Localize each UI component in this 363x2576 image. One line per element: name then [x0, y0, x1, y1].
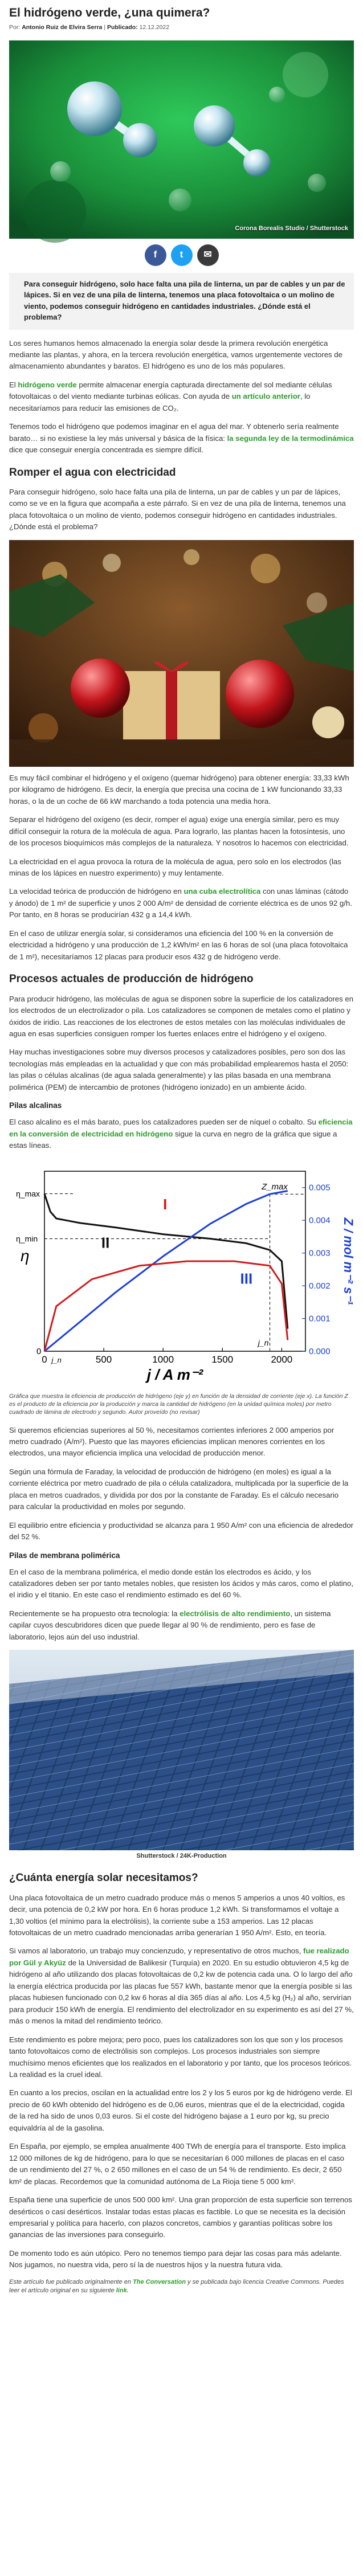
y-axis-label-right: Z / mol m⁻² s⁻¹	[341, 1217, 356, 1305]
right-tick-label: 0.002	[309, 1281, 331, 1291]
section-heading-romper-agua: Romper el agua con electricidad	[9, 466, 176, 479]
article-title: El hidrógeno verde, ¿una quimera?	[9, 6, 210, 19]
section2-paragraph-5: Según una fórmula de Faraday, la velocidad de producción de hidrógeno (en moles) es igual a la corriente eléctrica por metro cuadrado de pila o célula catalizadora, multiplicada por la superficie de la placa en metros cuadrados, y dividida por dos por la constante de Faraday. Es el cálculo necesario para calcular la productividad en moles por segundo.	[9, 1467, 349, 1511]
intro-paragraph-2: El hidrógeno verde permite almacenar energía capturada directamente del sol mediante células fotovoltaicas o del viento mediante turbinas eólicas. Con ayuda de un artículo anterior, lo necesitaríamos para reducir las emisiones de CO₂.	[9, 380, 332, 412]
section-heading-procesos: Procesos actuales de producción de hidrógeno	[9, 973, 254, 986]
link-segunda-ley[interactable]: la segunda ley de la termodinámica	[227, 434, 354, 443]
right-tick-label: 0.005	[309, 1183, 331, 1193]
solar-image-credit: Shutterstock / 24K-Production	[9, 1850, 354, 1862]
region-label-II: II	[101, 1233, 110, 1251]
section1-paragraph-3: Separar el hidrógeno del oxígeno (es decir, romper el agua) exige una energía similar, pero es muy difícil conseguir la rotura de la molécula de agua. Para lograrlo, las plantas hacen la fotosíntesis, uno de los procesos bioquímicos más complejos de la naturaleza. Y nosotros lo hacemos con electricidad.	[9, 815, 349, 848]
section2-paragraph-4: Si queremos eficiencias superiores al 50 %, necesitamos corrientes inferiores 2 000 amperios por metro cuadrado (A/m²). Puesto que las mayores eficiencias implican menores corrientes en los electrodos, una mayor eficiencia implica una velocidad de producción menor.	[9, 1425, 335, 1458]
link-cuba-electrolitica[interactable]: una cuba electrolítica	[183, 887, 261, 896]
published-date: 12.12.2022	[139, 24, 170, 31]
section2-paragraph-7: En el caso de la membrana polimérica, el medio donde están los electrodos es ácido, y los catalizadores deben ser por tanto metales nobles, que resisten los ácidos y más caros, como el platino, el iridio y el titanio. En este caso el rendimiento estimado es del 60 %.	[9, 1567, 354, 1600]
christmas-ornaments-photo	[9, 540, 354, 767]
efficiency-chart	[9, 1159, 354, 1390]
section1-paragraph-4: La electricidad en el agua provoca la rotura de la molécula de agua, pero solo en los electrodos (las minas de los lápices en nuestro experimento) y muy lentamente.	[9, 857, 341, 878]
x-tick-label: 0	[42, 1354, 47, 1365]
subheading-membrana: Pilas de membrana polimérica	[9, 1551, 120, 1560]
ornaments-image	[9, 540, 354, 767]
hero-molecule-illustration	[9, 40, 354, 239]
x-tick-label: 500	[95, 1354, 112, 1365]
section3-paragraph-5: En España, por ejemplo, se emplea anualmente 400 TWh de energía para el transporte. Esto implica 12 000 millones de kg de hidrógeno, para lo que se necesitarían 6 000 millones de placas en el caso de un rendimiento del 27 %, o 2 650 millones en el caso de un 54 % de rendimiento. Es decir, 2 650 km² de placas. Recordemos que la comunidad autónoma de La Rioja tiene 5 000 km².	[9, 2142, 346, 2186]
x-axis-label: j / A m⁻²	[146, 1365, 203, 1383]
section2-paragraph-3: El caso alcalino es el más barato, pues los catalizadores pueden ser de níquel o cobalto. Su eficiencia en la conversión de electricidad en hidrógeno sigue la curva en negro de la gráfica que sigue a estas líneas.	[9, 1118, 353, 1150]
section1-paragraph-5: La velocidad teórica de producción de hidrógeno en una cuba electrolítica con unas láminas (cátodo y ánodo) de 1 m² de superficie y unos 2 000 A/m² de densidad de corriente eléctrica es de unos 92 g/h. Por tanto, en 8 horas se producirían 432 g a 14,4 kWh.	[9, 887, 352, 919]
right-tick-label: 0.001	[309, 1314, 331, 1324]
region-label-III: III	[240, 1270, 253, 1287]
section1-paragraph-1: Para conseguir hidrógeno, solo hace falta una pila de linterna, un par de cables y un par de lápices, como se ve en la figura que acompaña a este párrafo. Si en vez de una pila de linterna, tenemos una placa fotovoltaica o un molino de viento, podemos conseguir hidrógeno en cantidades industriales. ¿Dónde está el problema?	[9, 488, 346, 531]
right-tick-label: 0.000	[309, 1346, 331, 1356]
right-tick-label: 0.003	[309, 1248, 331, 1258]
section2-paragraph-2: Hay muchas investigaciones sobre muy diversos procesos y catalizadores posibles, pero son dos las tecnologías más empleadas en la actualidad y que con más probabilidad emplearemos hasta el 2050: las pilas o células alcalinas (de agua salada generalmente) y las pilas basada en una membrana polimérica (PEM) de intercambio de protones (hidrógeno ionizado) en un ambiente ácido.	[9, 1048, 349, 1091]
section3-paragraph-7: De momento todo es aún utópico. Pero no tenemos tiempo para dejar las cosas para más adelante. Nos jugamos, no nuestra vida, pero sí la de nuestros hijos y la nuestra futura vida.	[9, 2248, 342, 2270]
facebook-icon[interactable]: f	[145, 244, 166, 266]
article-lead: Para conseguir hidrógeno, solo hace falta una pila de linterna, un par de cables y un par de lápices. Si en vez de una pila de linterna, tenemos una placa fotovoltaica o un molino de viento, podemos conseguir hidrógeno en cantidades industriales. ¿Dónde está el problema?	[9, 273, 354, 330]
jn-left-label: j_n	[51, 1355, 62, 1364]
byline: Por: Antonio Ruiz de Elvira Serra | Publicado: 12.12.2022	[9, 24, 170, 31]
section3-paragraph-4: En cuanto a los precios, oscilan en la actualidad entre los 2 y los 5 euros por kg de hidrógeno verde. El precio de 60 kWh obtenido del hidrógeno es de 0,06 euros, mientras que el de la electricidad, cogida de la red ha sido de unos 0,03 euros. Si el coste del hidrógeno bajase a 1 euro por kg, su precio equivaldría al de la gasolina.	[9, 2088, 352, 2132]
intro-paragraph-1: Los seres humanos hemos almacenado la energía solar desde la primera revolución energética mediante las plantas, y ahora, en la tercera revolución energética, vamos urgentemente vectores de almacenamiento abundantes y baratos. El hidrógeno es uno de los más populares.	[9, 338, 342, 371]
jn-right-label: j_n	[258, 1338, 269, 1347]
link-articulo-anterior[interactable]: un artículo anterior	[231, 392, 300, 401]
author-name[interactable]: Antonio Ruiz de Elvira Serra	[22, 24, 103, 31]
republication-note: Este artículo fue publicado originalmente en The Conversation y se publicada bajo licencia Creative Commons. Puedes leer el artículo original en su siguiente link.	[9, 2278, 344, 2295]
z-max-label: Z_max	[261, 1181, 288, 1192]
section-heading-energia-solar: ¿Cuánta energía solar necesitamos?	[9, 1872, 198, 1884]
x-tick-label: 1000	[152, 1354, 174, 1365]
hero-caption: Corona Borealis Studio / Shutterstock	[235, 225, 348, 232]
link-eficiencia-conversion[interactable]: eficiencia en la conversión de electricidad en hidrógeno	[9, 1118, 353, 1138]
section1-paragraph-2: Es muy fácil combinar el hidrógeno y el oxígeno (quemar hidrógeno) para obtener energía: 33,33 kWh por kilogramo de hidrógeno. Es decir, la energía que precisa una cocina de 1 kW funcionando 33,33 horas, o la de un coche de 66 kW marchando a toda potencia una media hora.	[9, 773, 349, 805]
chart-caption: Gráfica que muestra la eficiencia de producción de hidrógeno (eje y) en función de la densidad de corriente (eje x). La función Z es el producto de la eficiencia por la producción y marca la cantidad de hidrógeno (en la unidad química moles) por metro cuadrado de lámina de electrodo y segundo. Autor proveído (no revisar)	[9, 1392, 348, 1416]
y-axis-label-left: η	[21, 1246, 30, 1265]
published-label: Publicado:	[107, 24, 138, 31]
twitter-icon[interactable]: t	[171, 244, 193, 266]
region-label-I: I	[163, 1195, 168, 1213]
eta-max-label: η_max	[16, 1189, 40, 1199]
x-tick-label: 1500	[211, 1354, 234, 1365]
right-tick-label: 0.004	[309, 1215, 331, 1225]
link-gul-akyuz[interactable]: fue realizado por Gül y Akyüz	[9, 1947, 349, 1967]
author-label: Por:	[9, 24, 21, 31]
hero-image	[9, 40, 354, 239]
link-original-article[interactable]: link	[116, 2287, 127, 2295]
section1-paragraph-6: En el caso de utilizar energía solar, si consideramos una eficiencia del 100 % en la conversión de electricidad a hidrógeno y una producción de 1,2 kWh/m² en las 6 horas de sol (una placa fotovoltaica de 1 m²), necesitaríamos 12 placas para producir esos 432 g de hidrógeno verde.	[9, 929, 348, 961]
section3-paragraph-3: Este rendimiento es pobre mejora; pero poco, pues los catalizadores son los que son y los procesos tanto fotovoltaicos como de electrólisis son complejos. Los procesos industriales son siempre muchísimo menos eficientes que los realizados en el laboratorio y por tanto, que los procesos teóricos. La realidad es la cruel ideal.	[9, 2035, 352, 2079]
link-hidrogeno-verde[interactable]: hidrógeno verde	[18, 380, 77, 389]
email-icon[interactable]: ✉	[197, 244, 219, 266]
section3-paragraph-6: España tiene una superficie de unos 500 000 km². Una gran proporción de esta superficie son terrenos desérticos o casi desérticos. Instalar todas estas placas es factible. Lo que se necesita es la decisión empresarial y política para hacerlo, con plazos concretos, cambios y garantías políticas sobre los ganancias de las inversiones para conseguirlo.	[9, 2195, 352, 2239]
solar-panels-photo	[9, 1650, 354, 1850]
eta-min-label: η_min	[16, 1234, 38, 1244]
section2-paragraph-8: Recientemente se ha propuesto otra tecnología: la electrólisis de alto rendimiento, un sistema capilar cuyos descubridores dicen que puede llegar al 90 % de rendimiento, pero es fase de laboratorio, lejos aún del uso industrial.	[9, 1609, 331, 1641]
x-tick-label: 2000	[271, 1354, 293, 1365]
link-electrolisis-alto-rendimiento[interactable]: electrólisis de alto rendimiento	[180, 1609, 291, 1618]
section3-paragraph-1: Una placa fotovoltaica de un metro cuadrado produce más o menos 5 amperios a unos 40 voltios, es decir, una potencia de 0,2 kW por hora. En 6 horas produce 1,2 kWh. Si transformamos el voltaje a 1,30 voltios (el mínimo para la electrólisis), la corriente sube a 153 amperios. Las 12 placas fotovoltaicas de un metro cuadrado mencionadas arriba generarían 1 950 A/m². Esto, en teoría.	[9, 1893, 345, 1937]
solar-panels-image	[9, 1650, 354, 1862]
section2-paragraph-6: El equilibrio entre eficiencia y productividad se alcanza para 1 950 A/m² con una eficiencia de alrededor del 52 %.	[9, 1520, 354, 1541]
subheading-pilas-alcalinas: Pilas alcalinas	[9, 1101, 62, 1110]
section2-paragraph-1: Para producir hidrógeno, las moléculas de agua se disponen sobre la superficie de los catalizadores en los electrodos de un electrolizador o pila. Los catalizadores se componen de metales como el platino y óxidos de iridio. Las reacciones de los electrones de estos metales con las moléculas individuales de agua en esas superficies consiguen romper los fuertes enlaces entre el hidrógeno y el oxígeno.	[9, 994, 354, 1038]
zero-label: 0	[36, 1346, 42, 1356]
chart-background	[9, 1159, 354, 1387]
link-the-conversation[interactable]: The Conversation	[133, 2278, 186, 2285]
share-bar	[9, 244, 354, 266]
intro-paragraph-3: Tenemos todo el hidrógeno que podemos imaginar en el agua del mar. Y obtenerlo sería realmente barato… si no existiese la ley más universal y básica de la física: la segunda ley de la termodinámica dice que conseguir energía concentrada es siempre difícil.	[9, 422, 354, 455]
section3-paragraph-2: Si vamos al laboratorio, un trabajo muy concienzudo, y representativo de otros muchos, fue realizado por Gül y Akyüz de la Universidad de Balikesir (Turquía) en 2020. En su estudio obtuvieron 4,5 kg de hidrógeno al año utilizando dos placas fotovoltaicas de 0,2 kw de potencia cada una. O lo largo del año la energía eléctrica producida por las placas fue 557 kWh, bastante menor que la energía posible si las placas hubiesen funcionado con 0,2 kw 6 horas al día 365 días al año. Los 4,5 kg (H₂) al año, servirían para producir 150 kWh de energía. El rendimiento del electrolizador en su experimento es así del 27 %, más o menos la mitad del rendimiento teórico.	[9, 1947, 354, 2026]
efficiency-chart-svg	[9, 1159, 354, 1387]
